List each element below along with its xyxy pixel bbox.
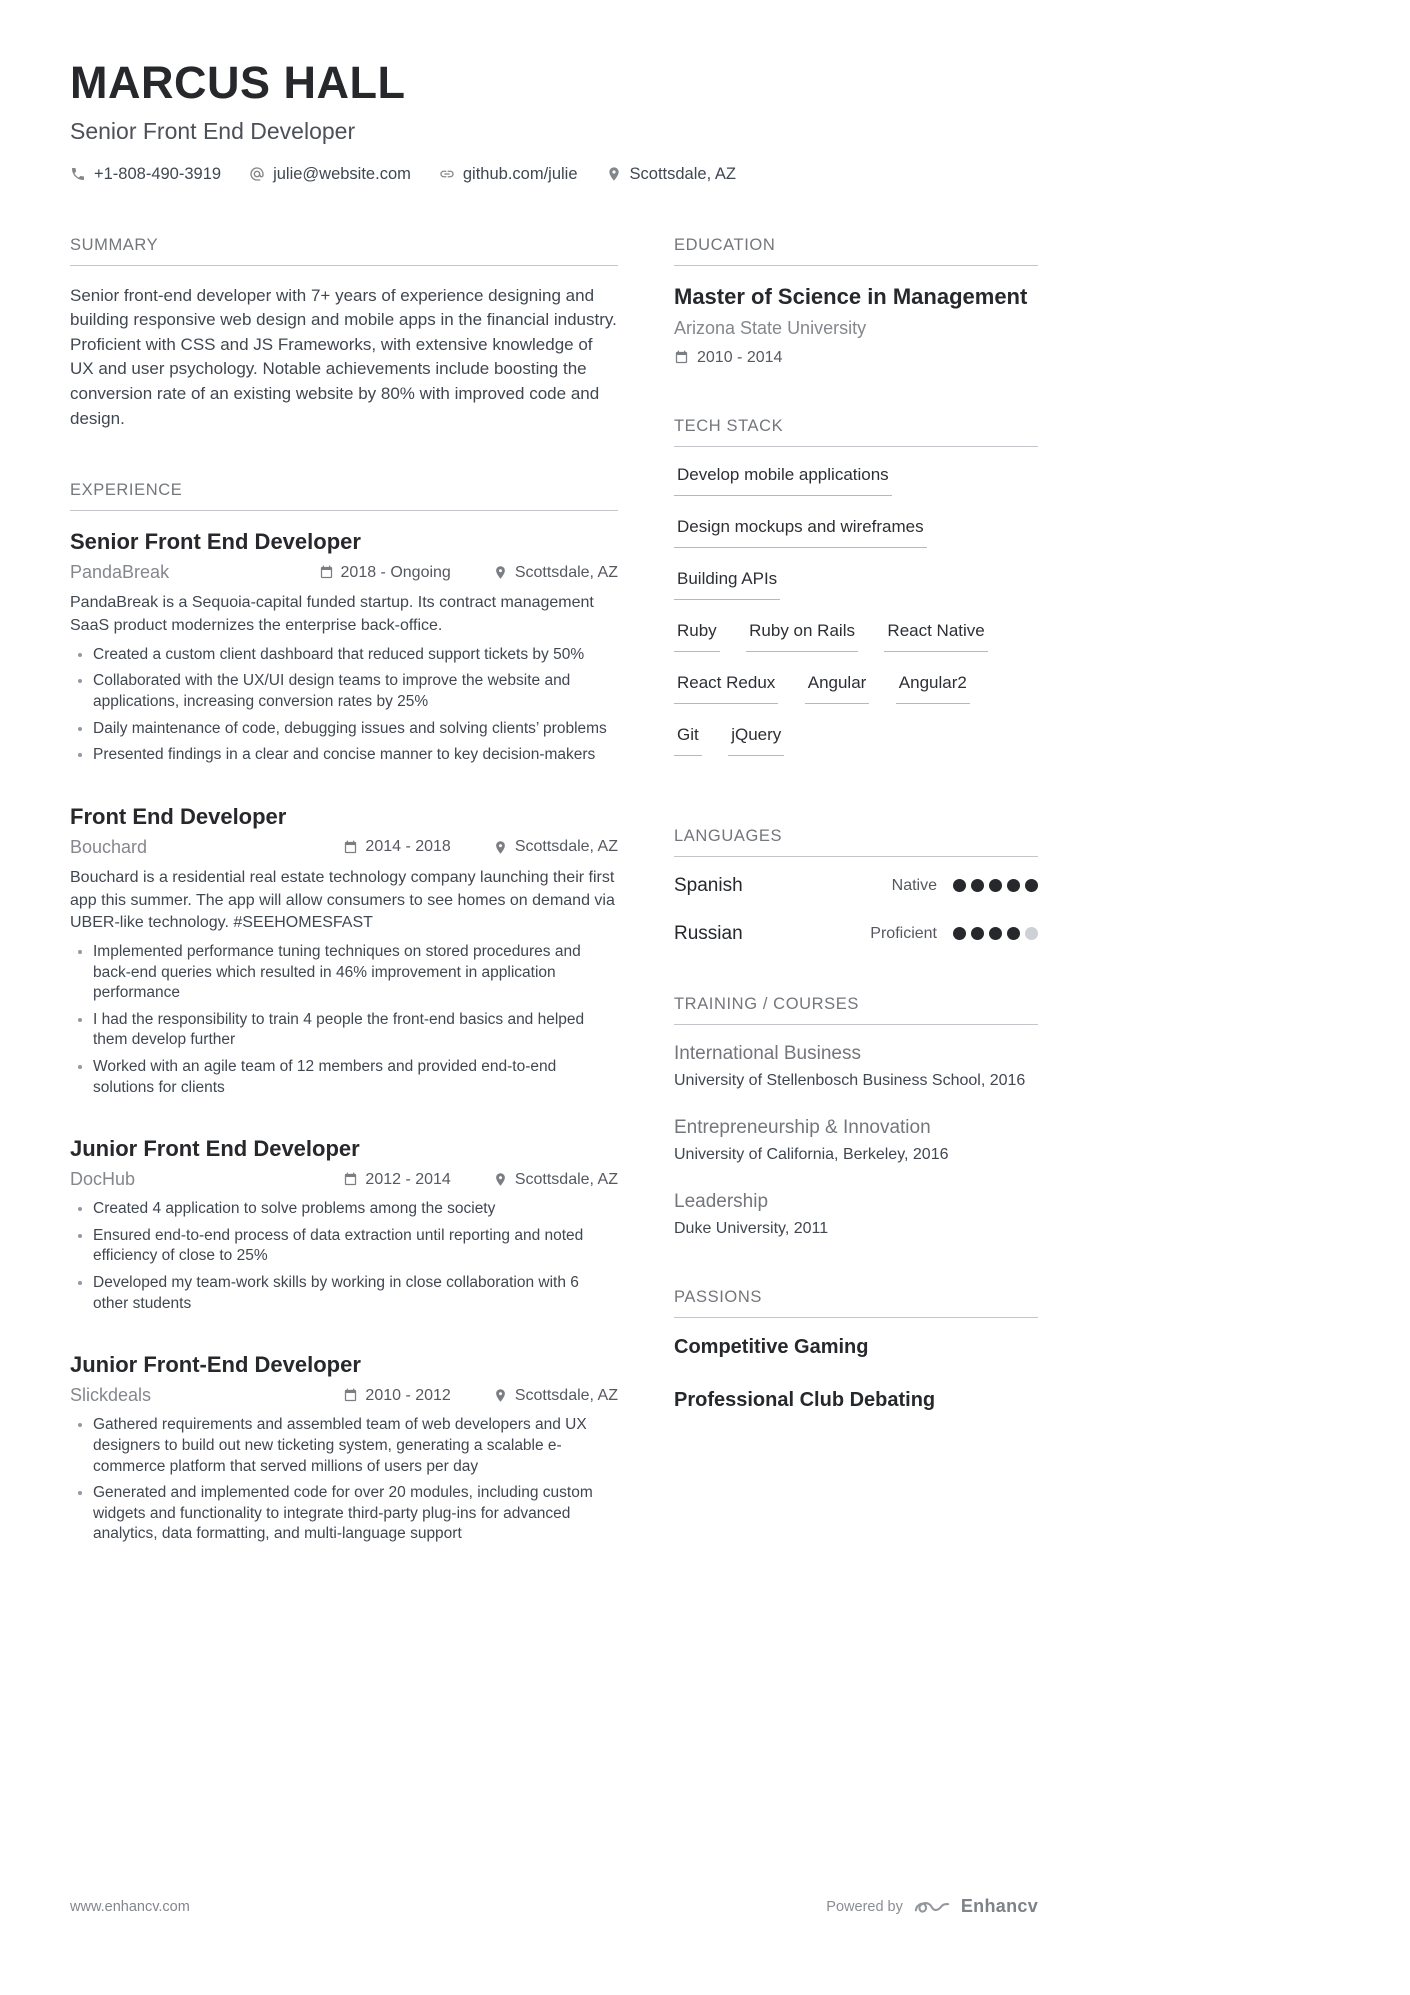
page-footer (70, 1896, 1038, 1917)
job-location (493, 838, 618, 856)
left-column (70, 236, 618, 1595)
location-icon (493, 1172, 508, 1187)
job-location-text: Scottsdale, AZ (514, 1170, 618, 1188)
job-location (493, 1387, 618, 1405)
job-company: DocHub (70, 1169, 136, 1190)
bullet-item: Created a custom client dashboard that reduced support tickets by 50% (70, 645, 618, 666)
passions-heading: PASSIONS (674, 1288, 1038, 1318)
job-bullets (70, 1199, 618, 1314)
skill-tag: Design mockups and wireframes (674, 517, 927, 548)
job-title: Front End Developer (70, 803, 287, 829)
passion-item: Competitive Gaming (674, 1335, 869, 1358)
job-bullets (70, 942, 618, 1098)
job-dates (343, 1387, 450, 1405)
at-icon (249, 166, 265, 182)
job-location-text: Scottsdale, AZ (514, 563, 618, 581)
rating-dot (989, 879, 1002, 892)
right-column (674, 236, 1038, 1595)
rating-dot (989, 927, 1002, 940)
bullet-item: Developed my team-work skills by working in close collaboration with 6 other students (70, 1273, 618, 1314)
rating-dot (953, 879, 966, 892)
calendar-icon (343, 840, 358, 855)
course-item (674, 1191, 1038, 1238)
job-location-text: Scottsdale, AZ (514, 1386, 618, 1404)
job-location-text: Scottsdale, AZ (514, 838, 618, 856)
job-location (493, 564, 618, 582)
languages-section (674, 827, 1038, 945)
languages-heading: LANGUAGES (674, 827, 1038, 857)
job-meta (70, 562, 618, 583)
summary-section (70, 236, 618, 432)
language-level: Proficient (870, 924, 937, 942)
job-entry (70, 1352, 618, 1545)
job-title: Junior Front-End Developer (70, 1352, 361, 1378)
bullet-item: Presented findings in a clear and concise manner to key decision-makers (70, 745, 618, 766)
contact-location (606, 165, 736, 184)
powered-by-label: Powered by (826, 1898, 903, 1915)
skill-tag: React Redux (674, 673, 778, 704)
language-row (674, 875, 1038, 897)
summary-text: Senior front-end developer with 7+ years of experience designing and building responsive web design and mobile apps in the financial industry. Proficient with CSS and JS Frameworks, with extensive knowledge of UX and user psychology. Notable achievements include boosting the conversion rate of an existing website by 80% with improved code and design. (70, 285, 617, 428)
tech-stack-secondary-tags (674, 621, 1038, 777)
skill-tag: Git (674, 725, 702, 756)
rating-dot (953, 927, 966, 940)
calendar-icon (343, 1172, 358, 1187)
skill-tag: Building APIs (674, 569, 780, 600)
job-bullets (70, 1415, 618, 1545)
skill-tag: Develop mobile applications (674, 465, 892, 496)
bullet-item: I had the responsibility to train 4 people the front-end basics and helped them develop further (70, 1010, 618, 1051)
job-entry (70, 804, 618, 1098)
job-company: Slickdeals (70, 1385, 152, 1406)
bullet-item: Worked with an agile team of 12 members and provided end-to-end solutions for clients (70, 1057, 618, 1098)
job-bullets (70, 645, 618, 766)
bullet-item: Gathered requirements and assembled team of web developers and UX designers to build out new ticketing system, generating a scalable e-commerce platform that served millions of users per day (70, 1415, 618, 1477)
education-dates (674, 349, 1038, 367)
job-entry (70, 1136, 618, 1314)
enhancv-brand-text: Enhancv (960, 1896, 1038, 1916)
contact-website (439, 165, 578, 184)
resume-header (70, 0, 1038, 184)
experience-heading: EXPERIENCE (70, 481, 618, 511)
rating-dot (1025, 927, 1038, 940)
location-icon (493, 840, 508, 855)
language-rating (953, 927, 1038, 940)
language-row (674, 923, 1038, 945)
language-rating (953, 879, 1038, 892)
location-icon (493, 1388, 508, 1403)
tech-stack-primary-tags (674, 465, 1038, 600)
phone-icon (70, 166, 86, 182)
skill-tag: jQuery (728, 725, 784, 756)
job-dates-text: 2010 - 2012 (365, 1386, 451, 1404)
contact-email-text: julie@website.com (273, 164, 411, 183)
job-description: Bouchard is a residential real estate technology company launching their first app this summer. The app will allow consumers to see homes on demand via UBER-like technology. #SEEHOMESFAST (70, 868, 615, 932)
education-school: Arizona State University (674, 317, 867, 338)
tech-stack-heading: TECH STACK (674, 417, 1038, 447)
passions-section (674, 1288, 1038, 1412)
powered-by-block (826, 1896, 1038, 1917)
bullet-item: Generated and implemented code for over 20 modules, including custom widgets and functionality to integrate third-party plug-ins for advanced analytics, data formatting, and multi-language support (70, 1483, 618, 1545)
education-dates-text: 2010 - 2014 (697, 348, 783, 366)
contact-phone (70, 165, 221, 184)
calendar-icon (674, 350, 689, 365)
course-title: Leadership (674, 1190, 769, 1212)
course-item (674, 1043, 1038, 1090)
course-item (674, 1117, 1038, 1164)
rating-dot (971, 879, 984, 892)
link-icon (439, 166, 455, 182)
two-column-layout (70, 236, 1038, 1595)
enhancv-logo-icon (913, 1897, 951, 1916)
rating-dot (1007, 927, 1020, 940)
bullet-item: Implemented performance tuning techniques on stored procedures and back-end queries which resulted in 46% improvement in application performance (70, 942, 618, 1004)
skill-tag: Ruby on Rails (746, 621, 858, 652)
candidate-name: MARCUS HALL (70, 57, 406, 108)
skill-tag: Angular (805, 673, 870, 704)
contact-website-text: github.com/julie (462, 164, 578, 183)
job-dates-text: 2018 - Ongoing (340, 563, 451, 581)
location-icon (606, 166, 622, 182)
bullet-item: Created 4 application to solve problems among the society (70, 1199, 618, 1220)
education-section (674, 236, 1038, 367)
training-heading: TRAINING / COURSES (674, 995, 1038, 1025)
candidate-title: Senior Front End Developer (70, 117, 356, 144)
job-meta (70, 837, 618, 858)
footer-site-url: www.enhancv.com (70, 1898, 190, 1915)
job-dates (343, 838, 450, 856)
location-icon (493, 565, 508, 580)
calendar-icon (319, 565, 334, 580)
job-location (493, 1171, 618, 1189)
skill-tag: React Native (884, 621, 987, 652)
rating-dot (971, 927, 984, 940)
contact-email (249, 165, 411, 184)
resume-content (70, 0, 1038, 1595)
job-title: Senior Front End Developer (70, 529, 361, 555)
course-title: Entrepreneurship & Innovation (674, 1116, 931, 1138)
experience-section (70, 481, 618, 1545)
job-meta (70, 1385, 618, 1406)
course-detail: Duke University, 2011 (674, 1219, 829, 1237)
job-entry (70, 529, 618, 765)
contact-phone-text: +1-808-490-3919 (94, 164, 222, 183)
job-company: PandaBreak (70, 562, 170, 583)
skill-tag: Ruby (674, 621, 720, 652)
job-meta (70, 1169, 618, 1190)
bullet-item: Ensured end-to-end process of data extraction until reporting and noted efficiency of close to 25% (70, 1226, 618, 1267)
language-level: Native (891, 876, 937, 894)
job-dates-text: 2014 - 2018 (365, 838, 451, 856)
course-detail: University of California, Berkeley, 2016 (674, 1145, 949, 1163)
summary-heading: SUMMARY (70, 236, 618, 266)
contact-location-text: Scottsdale, AZ (629, 164, 736, 183)
job-dates-text: 2012 - 2014 (365, 1170, 451, 1188)
rating-dot (1007, 879, 1020, 892)
rating-dot (1025, 879, 1038, 892)
skill-tag: Angular2 (896, 673, 970, 704)
job-title: Junior Front End Developer (70, 1136, 360, 1162)
course-title: International Business (674, 1042, 861, 1064)
job-dates (343, 1171, 450, 1189)
course-detail: University of Stellenbosch Business School, 2016 (674, 1071, 1026, 1089)
job-company: Bouchard (70, 836, 148, 857)
contact-row (70, 165, 1038, 184)
language-name: Spanish (674, 874, 743, 896)
calendar-icon (343, 1388, 358, 1403)
bullet-item: Daily maintenance of code, debugging issues and solving clients’ problems (70, 719, 618, 740)
training-section (674, 995, 1038, 1238)
job-dates (319, 564, 451, 582)
job-description: PandaBreak is a Sequoia-capital funded startup. Its contract management SaaS product modernizes the enterprise back-office. (70, 594, 594, 635)
bullet-item: Collaborated with the UX/UI design teams to improve the website and applications, increasing conversion rates by 25% (70, 671, 618, 712)
language-name: Russian (674, 922, 743, 944)
tech-stack-section (674, 417, 1038, 777)
passion-item: Professional Club Debating (674, 1388, 936, 1411)
education-heading: EDUCATION (674, 236, 1038, 266)
education-degree: Master of Science in Management (674, 283, 1028, 309)
